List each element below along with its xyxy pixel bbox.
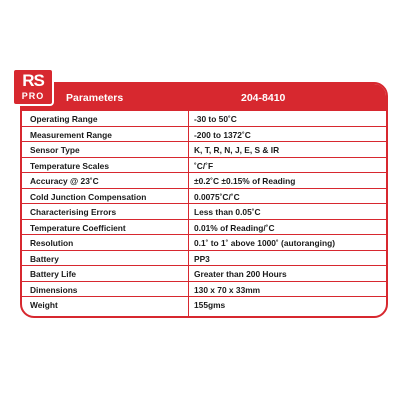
row-value: -30 to 50˚C [194, 114, 237, 124]
spec-table-card [20, 82, 388, 318]
row-value: ±0.2˚C ±0.15% of Reading [194, 176, 296, 186]
table-row [22, 204, 386, 220]
table-row [22, 297, 386, 313]
row-label: Dimensions [30, 284, 78, 295]
row-label: Measurement Range [30, 129, 112, 140]
header-parameters: Parameters [66, 92, 124, 104]
row-value: ˚C/˚F [194, 160, 214, 171]
row-label: Resolution [30, 238, 74, 248]
row-value: K, T, R, N, J, E, S & IR [194, 145, 280, 155]
row-label: Accuracy @ 23˚C [30, 176, 99, 186]
table-row [22, 111, 386, 127]
row-value: 0.01% of Reading/˚C [194, 222, 275, 233]
row-label: Temperature Scales [30, 160, 109, 171]
table-row [22, 282, 386, 298]
row-value: 130 x 70 x 33mm [194, 284, 261, 295]
row-label: Cold Junction Compensation [30, 191, 147, 202]
row-value: -200 to 1372˚C [194, 129, 251, 140]
table-row [22, 142, 386, 158]
row-value: Less than 0.05˚C [194, 207, 261, 217]
table-row [22, 189, 386, 205]
table-header [22, 84, 386, 111]
table-row [22, 251, 386, 267]
row-value: PP3 [194, 253, 210, 264]
spec-table-body [22, 111, 386, 313]
logo-pro-text: PRO [21, 91, 45, 101]
header-product-code: 204-8410 [241, 92, 286, 104]
table-row [22, 266, 386, 282]
row-label: Temperature Coefficient [30, 222, 126, 233]
row-value: 155gms [194, 300, 226, 310]
table-row [22, 235, 386, 251]
row-value: Greater than 200 Hours [194, 269, 287, 279]
row-value: 0.1˚ to 1˚ above 1000˚ (autoranging) [194, 238, 336, 248]
row-label: Operating Range [30, 114, 98, 124]
row-label: Characterising Errors [30, 207, 117, 217]
table-row [22, 158, 386, 174]
row-label: Battery Life [30, 269, 77, 279]
table-row [22, 220, 386, 236]
row-label: Sensor Type [30, 145, 80, 155]
row-label: Battery [30, 253, 59, 264]
row-value: 0.0075˚C/˚C [194, 191, 240, 202]
row-label: Weight [30, 300, 58, 310]
logo-rs-text: RS [22, 71, 44, 90]
rs-pro-logo [14, 70, 52, 104]
table-row [22, 173, 386, 189]
table-row [22, 127, 386, 143]
